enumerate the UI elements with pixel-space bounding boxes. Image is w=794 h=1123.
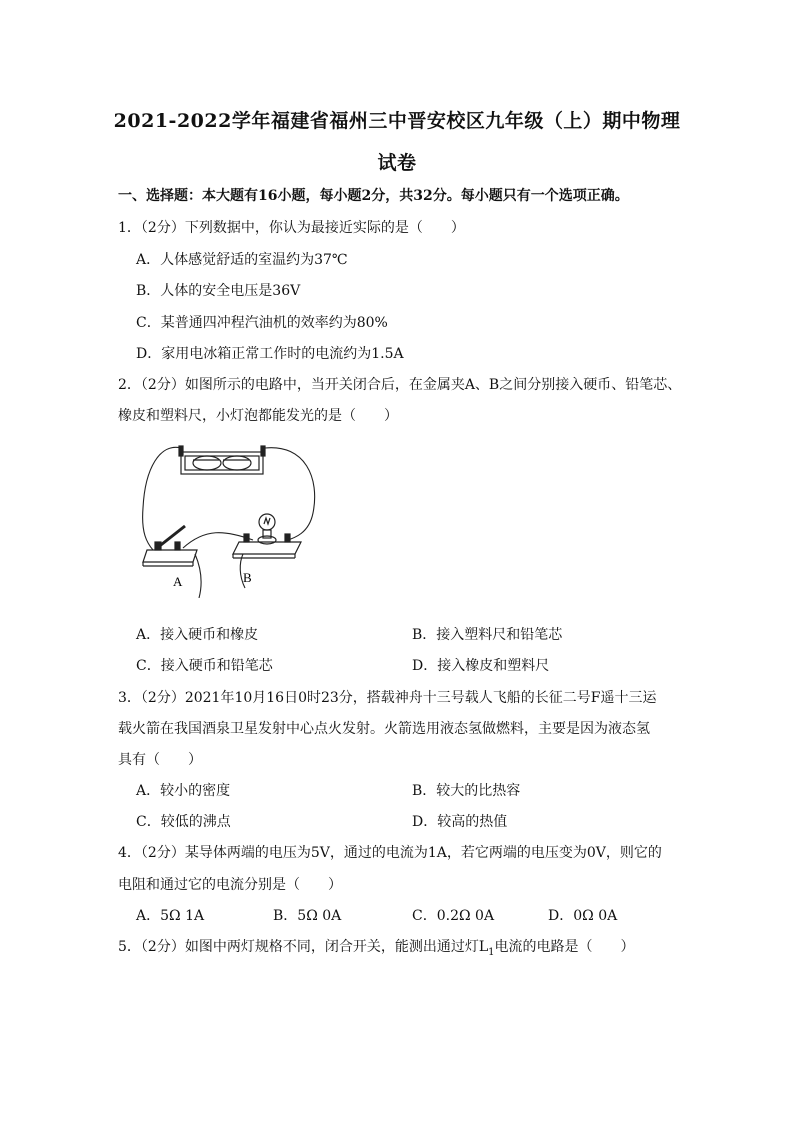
q3-option-c: C．较低的沸点 (136, 814, 231, 830)
clip-b-label: B (243, 570, 252, 585)
q2-option-b: B．接入塑料尺和铅笔芯 (412, 627, 563, 643)
q4-stem-line2: 电阻和通过它的电流分别是（ ） (118, 877, 342, 893)
q4-option-c: C．0.2Ω 0A (412, 908, 495, 924)
circuit-diagram (135, 438, 325, 598)
exam-title-line1: 2021-2022学年福建省福州三中晋安校区九年级（上）期中物理 (113, 110, 681, 132)
switch (143, 526, 197, 566)
q2-stem-line1: 2．（2分）如图所示的电路中，当开关闭合后，在金属夹A、B之间分别接入硬币、铅笔芯、 (118, 377, 682, 393)
q5-stem-before: 5．（2分）如图中两灯规格不同，闭合开关，能测出通过灯L (118, 939, 489, 955)
q4-option-a: A．5Ω 1A (136, 908, 205, 924)
q2-stem-line2: 橡皮和塑料尺，小灯泡都能发光的是（ ） (118, 408, 398, 424)
clip-a-label: A (173, 574, 183, 589)
q3-stem-line3: 具有（ ） (118, 752, 202, 768)
q5-stem-after: 电流的电路是（ ） (494, 939, 635, 955)
circuit-figure (135, 438, 325, 598)
q1-option-c: C．某普通四冲程汽油机的效率约为80% (136, 315, 388, 331)
q3-stem-line2: 载火箭在我国酒泉卫星发射中心点火发射。火箭选用液态氢做燃料，主要是因为液态氢 (118, 721, 650, 737)
q1-option-d: D．家用电冰箱正常工作时的电流约为1.5A (136, 346, 404, 362)
q5-stem (118, 936, 635, 958)
q3-stem-line1: 3．（2分）2021年10月16日0时23分，搭载神舟十三号载人飞船的长征二号F遥十三运 (118, 690, 657, 706)
q3-option-d: D．较高的热值 (412, 814, 508, 830)
battery-holder (179, 446, 265, 474)
q1-option-a: A．人体感觉舒适的室温约为37℃ (136, 252, 348, 268)
q2-option-a: A．接入硬币和橡皮 (136, 627, 259, 643)
q1-option-b: B．人体的安全电压是36V (136, 283, 301, 299)
q2-option-c: C．接入硬币和铅笔芯 (136, 658, 273, 674)
q5-stem-subscript: 1 (488, 946, 495, 958)
q4-option-d: D．0Ω 0A (548, 908, 618, 924)
q2-option-d: D．接入橡皮和塑料尺 (412, 658, 550, 674)
q4-stem-line1: 4．（2分）某导体两端的电压为5V，通过的电流为1A，若它两端的电压变为0V，则它的 (118, 845, 662, 861)
q3-option-b: B．较大的比热容 (412, 783, 521, 799)
exam-title-line2: 试卷 (377, 152, 417, 174)
section-heading: 一、选择题：本大题有16小题，每小题2分，共32分。每小题只有一个选项正确。 (118, 188, 629, 204)
q3-option-a: A．较小的密度 (136, 783, 231, 799)
q1-stem: 1．（2分）下列数据中，你认为最接近实际的是（ ） (118, 220, 465, 236)
q4-option-b: B．5Ω 0A (273, 908, 342, 924)
lamp-board (233, 514, 301, 558)
